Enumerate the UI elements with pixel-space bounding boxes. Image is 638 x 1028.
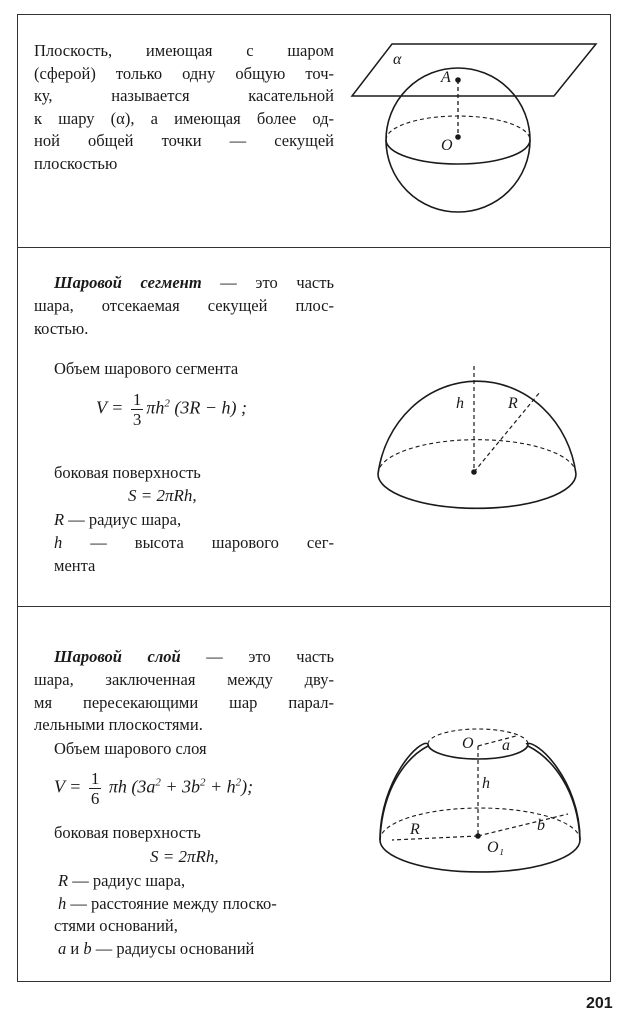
layer-where-r: R — радиус шара, [58, 871, 186, 890]
segment-definition: Шаровой сегмент — это часть [54, 273, 334, 292]
segment-lateral-formula: S = 2πRh, [128, 486, 197, 505]
segment-volume-title: Объем шарового сегмента [54, 359, 239, 378]
layer-r-label: R [410, 821, 420, 838]
layer-a-label: a [502, 737, 510, 754]
page-number: 201 [586, 995, 613, 1012]
segment-term: Шаровой сегмент [54, 273, 202, 292]
layer-definition: Шаровой слой — это часть [54, 647, 334, 666]
layer-top-radius [478, 736, 516, 746]
point-o-label: O [441, 137, 453, 154]
layer-volume-title: Объем шарового слоя [54, 739, 207, 758]
segment-definition-cont: шара, отсекаемая секущей плос- костью. [34, 296, 334, 338]
layer-where-h: h — расстояние между плоско- [58, 894, 277, 913]
layer-center-o1 [475, 833, 481, 839]
layer-b-label: b [537, 817, 545, 834]
layer-definition-cont: шара, заключенная между дву- мя пересекающими шар парал- лельными плоскостями. [34, 670, 334, 735]
layer-lateral-title: боковая поверхность [54, 823, 201, 842]
segment-where-h-cont: мента [54, 556, 96, 575]
segment-lateral-title: боковая поверхность [54, 463, 201, 482]
point-a-label: A [441, 69, 451, 86]
segment-where-r: R — радиус шара, [54, 510, 182, 529]
layer-big-radius [392, 836, 478, 840]
layer-right-side [528, 746, 580, 840]
layer-h-label: h [482, 775, 490, 792]
plane-label-alpha: α [393, 51, 402, 68]
layer-left-side [380, 746, 428, 840]
layer-where-h-cont: стями оснований, [54, 916, 178, 935]
layer-o1-label: O₁ [487, 839, 505, 856]
layer-o-label: O [462, 735, 474, 752]
segment-volume-formula: V = $\frac{1}{3}$ $\pi h^2$ (3R − h) ; [96, 390, 247, 429]
segment-h-label: h [456, 395, 464, 412]
layer-bottom-base-front [380, 840, 580, 872]
segment-where-h: h — высота шарового сег- [54, 533, 334, 552]
layer-bottom-radius [478, 814, 568, 836]
segment-r-label: R [508, 395, 518, 412]
layer-where-ab: a и b — радиусы оснований [58, 939, 255, 958]
layer-lateral-formula: S = 2πRh, [150, 847, 219, 866]
layer-volume-formula: V = $\frac{1}{6}$ πh $(3a^2 + 3b^2 + h^2)$; [54, 769, 254, 808]
layer-term: Шаровой слой [54, 647, 181, 666]
tangent-definition: Плоскость, имеющая с шаром (сферой) только одну общую точ- ку, называется касательной к шару (α), а имеющая более од- ной общей точки — секущей плоскостью [34, 41, 334, 173]
